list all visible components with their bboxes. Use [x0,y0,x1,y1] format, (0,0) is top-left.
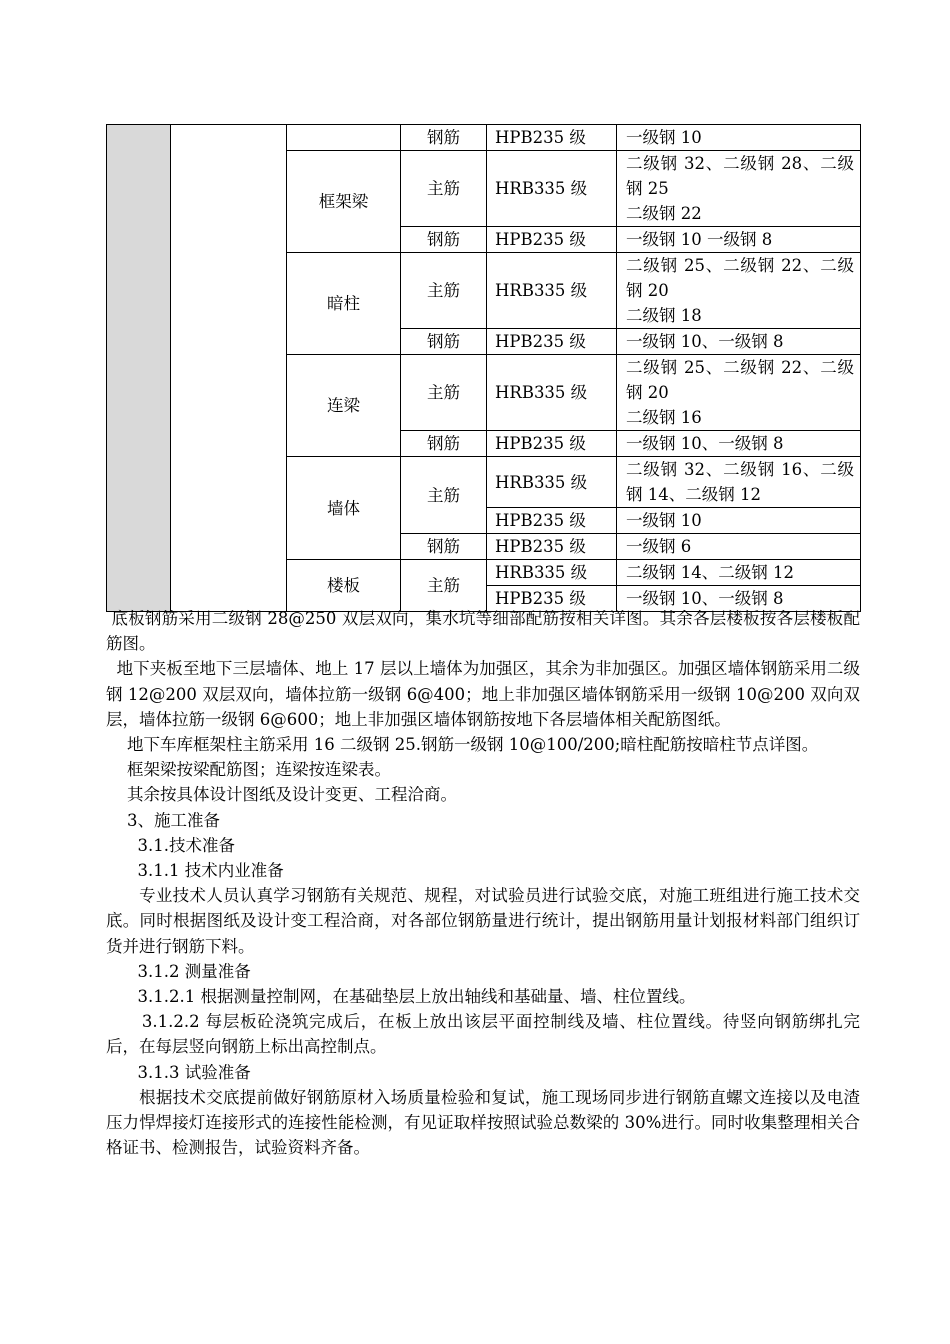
paragraph-survey-1: 3.1.2.1 根据测量控制网，在基础垫层上放出轴线和基础量、墙、柱位置线。 [106,987,696,1007]
spec-line: 二级钢 18 [626,306,702,325]
table-cell-grade: HPB235 级 [487,125,617,151]
table-cell-part: 连梁 [287,355,401,457]
spec-line: 二级钢 32、二级钢 28、二级钢 25 [626,154,854,198]
table-cell-grade: HPB235 级 [487,586,617,612]
paragraph-internal-prep: 专业技术人员认真学习钢筋有关规范、规程，对试验员进行试验交底，对施工班组进行施工技术交底。同时根据图纸及设计变工程洽商，对各部位钢筋量进行统计，提出钢筋用量计划报材料部门组织订货并进行钢筋下料。 [106,886,860,956]
table-cell-spec [617,253,861,329]
paragraph-test-prep: 根据技术交底提前做好钢筋原材入场质量检验和复试，施工现场同步进行钢筋直螺文连接以及电渣压力悍焊接灯连接形式的连接性能检测，有见证取样按照试验总数梁的 30%进行。同时收集整理相关合格证书、检测报告，试验资料齐备。 [106,1087,860,1158]
table-cell-part: 暗柱 [287,253,401,355]
heading-survey-prep: 3.1.2 测量准备 [106,961,251,981]
table-cell-spec [617,151,861,227]
table-cell-spec: 一级钢 10、一级钢 8 [617,431,861,457]
table-cell-spec: 一级钢 10、一级钢 8 [617,586,861,612]
table-cell-spec: 一级钢 10、一级钢 8 [617,329,861,355]
table-cell-grade: HRB335 级 [487,457,617,508]
paragraph-other: 其余按具体设计图纸及设计变更、工程洽商。 [106,785,457,805]
table-shaded-column [107,125,171,612]
table-cell-grade: HPB235 级 [487,227,617,253]
table-cell-kind: 主筋 [401,560,487,612]
table-category-column [171,125,287,612]
table-cell-grade: HPB235 级 [487,431,617,457]
paragraph-frame-beam: 框架梁按梁配筋图；连梁按连梁表。 [106,760,391,780]
table-cell-kind: 钢筋 [401,329,487,355]
spec-line: 二级钢 25、二级钢 22、二级钢 20 [626,358,854,402]
table-cell-part: 墙体 [287,457,401,560]
table-cell-kind: 主筋 [401,457,487,534]
table-cell-kind: 钢筋 [401,125,487,151]
table-cell-grade: HPB235 级 [487,508,617,534]
table-cell-kind: 钢筋 [401,534,487,560]
table-cell-spec: 一级钢 10 一级钢 8 [617,227,861,253]
table-cell-spec: 二级钢 32、二级钢 16、二级钢 14、二级钢 12 [617,457,861,508]
table-cell-part: 楼板 [287,560,401,612]
table-cell-grade: HRB335 级 [487,355,617,431]
paragraph-survey-2: 3.1.2.2 每层板砼浇筑完成后，在板上放出该层平面控制线及墙、柱位置线。待竖向钢筋绑扎完后，在每层竖向钢筋上标出高控制点。 [106,1012,860,1057]
heading-construction-prep: 3、施工准备 [106,810,220,830]
table-cell-grade: HRB335 级 [487,253,617,329]
table-cell-part: 框架梁 [287,151,401,253]
table-cell-kind: 钢筋 [401,227,487,253]
table-cell-spec: 一级钢 10 [617,125,861,151]
table-cell-kind: 主筋 [401,355,487,431]
table-cell-spec: 二级钢 14、二级钢 12 [617,560,861,586]
table-cell-kind: 钢筋 [401,431,487,457]
table-cell-spec: 一级钢 6 [617,534,861,560]
table-cell-kind: 主筋 [401,151,487,227]
paragraph-wall-reinforced-zone: 地下夹板至地下三层墙体、地上 17 层以上墙体为加强区，其余为非加强区。加强区墙体钢筋采用二级钢 12@200 双层双向，墙体拉筋一级钢 6@400；地上非加强区墙体钢筋采用一级钢 10@200 双向双层，墙体拉筋一级钢 6@600；地上非加强区墙体钢筋按地下各层墙体相关配筋图纸。 [106,659,860,729]
heading-technical-prep: 3.1.技术准备 [106,835,235,855]
spec-line: 二级钢 16 [626,408,702,427]
table-cell-spec [617,355,861,431]
heading-internal-prep: 3.1.1 技术内业准备 [106,861,284,881]
spec-line: 二级钢 25、二级钢 22、二级钢 20 [626,256,854,300]
heading-test-prep: 3.1.3 试验准备 [106,1062,251,1082]
paragraph-garage-column: 地下车库框架柱主筋采用 16 二级钢 25.钢筋一级钢 10@100/200;暗柱配筋按暗柱节点详图。 [106,735,819,755]
rebar-spec-table [106,124,861,612]
spec-line: 二级钢 22 [626,204,702,223]
table-cell-part [287,125,401,151]
table-cell-grade: HRB335 级 [487,151,617,227]
table-cell-grade: HPB235 级 [487,329,617,355]
table-cell-spec: 一级钢 10 [617,508,861,534]
table-cell-grade: HPB235 级 [487,534,617,560]
body-text [106,606,860,1160]
table-cell-kind: 主筋 [401,253,487,329]
table-cell-grade: HRB335 级 [487,560,617,586]
paragraph-slab-rebar: 底板钢筋采用二级钢 28@250 双层双向，集水坑等细部配筋按相关详图。其余各层楼板按各层楼板配筋图。 [106,609,860,654]
